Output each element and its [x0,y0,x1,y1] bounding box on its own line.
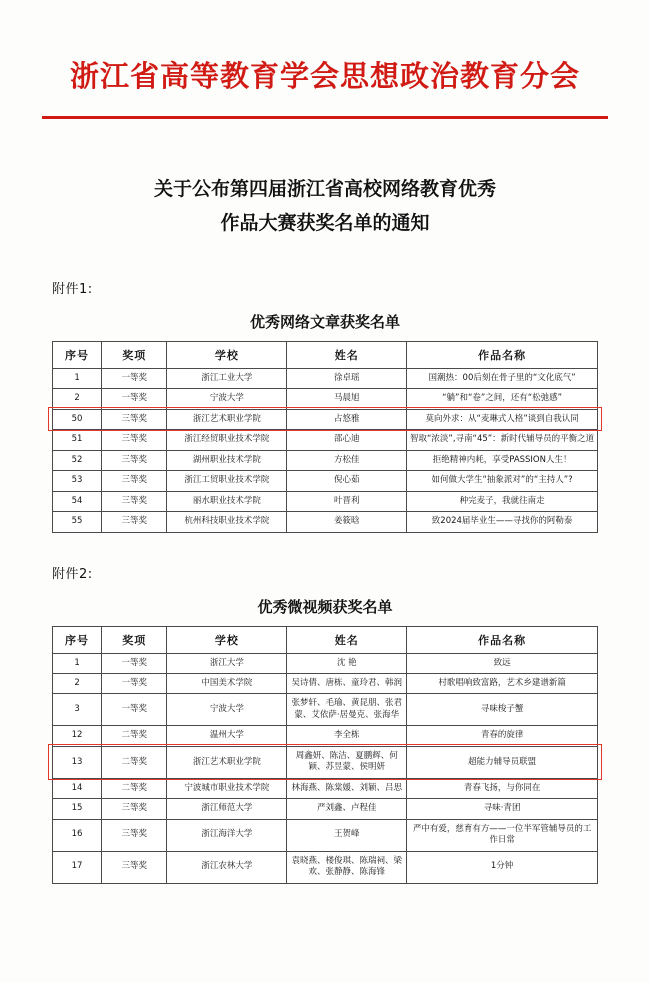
cell-award: 三等奖 [102,450,167,470]
cell-work: 青春的旋律 [407,726,598,746]
cell-name: 张梦轩、毛瑜、黄昆朋、张君蒙、艾依萨·居曼克、张海华 [287,694,407,726]
attachment-1-section [0,278,650,533]
cell-school: 温州大学 [167,726,287,746]
cell-work: “躺”和“卷”之间，还有“松弛感” [407,389,598,409]
table-row [53,746,598,778]
table-row [53,491,598,511]
cell-name: 徐卓瑶 [287,368,407,388]
attachment-2-label: 附件2: [52,566,93,582]
masthead [0,0,650,119]
cell-award: 一等奖 [102,368,167,388]
cell-index: 12 [53,726,102,746]
cell-index: 2 [53,389,102,409]
cell-index: 53 [53,471,102,491]
cell-work: 如何做大学生“抽象派对”的“主持人”? [407,471,598,491]
column-header-index: 序号 [53,341,102,368]
cell-name: 占悠雅 [287,409,407,429]
cell-index: 15 [53,799,102,819]
table-row [53,653,598,673]
cell-work: 超能力辅导员联盟 [407,746,598,778]
cell-award: 一等奖 [102,653,167,673]
table-row [53,799,598,819]
table-row [53,450,598,470]
cell-name: 严刘鑫、卢程佳 [287,799,407,819]
cell-index: 14 [53,778,102,798]
cell-index: 2 [53,673,102,693]
cell-award: 一等奖 [102,389,167,409]
cell-school: 浙江工业大学 [167,368,287,388]
attachment-1-table-body [53,368,598,532]
cell-award: 三等奖 [102,819,167,851]
column-header-work: 作品名称 [407,626,598,653]
page-title-line-2: 作品大赛获奖名单的通知 [220,211,430,234]
table-row [53,471,598,491]
cell-work: 1分钟 [407,851,598,883]
cell-index: 55 [53,512,102,532]
attachment-1-table [52,341,598,533]
table-row [53,430,598,450]
cell-name: 马晨旭 [287,389,407,409]
table-row [53,694,598,726]
column-header-index: 序号 [53,626,102,653]
table-row [53,389,598,409]
attachment-2-caption: 优秀微视频获奖名单 [257,597,393,616]
cell-school: 浙江工贸职业技术学院 [167,471,287,491]
cell-school: 宁波城市职业技术学院 [167,778,287,798]
table-header-row [53,626,598,653]
cell-work: 拒绝精神内耗，享受PASSION人生！ [407,450,598,470]
column-header-school: 学校 [167,626,287,653]
cell-school: 宁波大学 [167,694,287,726]
table-header-row [53,341,598,368]
table-row [53,673,598,693]
cell-name: 王贺峰 [287,819,407,851]
cell-index: 1 [53,653,102,673]
cell-work: 国潮热：00后刻在骨子里的“文化底气” [407,368,598,388]
attachment-2-table [52,626,598,884]
cell-school: 浙江海洋大学 [167,819,287,851]
cell-name: 袁晓燕、楼俊琪、陈瑞祠、梁欢、张静静、陈海锋 [287,851,407,883]
cell-index: 1 [53,368,102,388]
cell-award: 三等奖 [102,471,167,491]
cell-name: 倪心茹 [287,471,407,491]
masthead-divider [42,116,608,119]
page-title-line-1: 关于公布第四届浙江省高校网络教育优秀 [153,178,496,201]
cell-school: 杭州科技职业技术学院 [167,512,287,532]
cell-school: 浙江经贸职业技术学院 [167,430,287,450]
cell-name: 方松佳 [287,450,407,470]
cell-school: 浙江农林大学 [167,851,287,883]
table-row [53,368,598,388]
table-row [53,819,598,851]
cell-work: 种完麦子，我就往南走 [407,491,598,511]
cell-name: 李全栋 [287,726,407,746]
cell-school: 湖州职业技术学院 [167,450,287,470]
cell-school: 浙江师范大学 [167,799,287,819]
cell-work: 智取“浓淡”,寻南“45”：新时代辅导员的平衡之道 [407,430,598,450]
cell-award: 一等奖 [102,673,167,693]
cell-award: 二等奖 [102,726,167,746]
cell-index: 3 [53,694,102,726]
cell-award: 二等奖 [102,778,167,798]
cell-work: 寻味·青团 [407,799,598,819]
table-row [53,778,598,798]
column-header-school: 学校 [167,341,287,368]
page-title [0,173,650,240]
cell-award: 三等奖 [102,512,167,532]
cell-award: 三等奖 [102,430,167,450]
cell-school: 中国美术学院 [167,673,287,693]
cell-award: 三等奖 [102,799,167,819]
cell-index: 17 [53,851,102,883]
cell-index: 50 [53,409,102,429]
attachment-2-table-body [53,653,598,883]
column-header-award: 奖项 [102,341,167,368]
cell-school: 浙江艺术职业学院 [167,746,287,778]
attachment-1-caption: 优秀网络文章获奖名单 [249,312,400,331]
attachment-1-table-wrap [52,341,598,533]
cell-work: 青春飞扬，与你同在 [407,778,598,798]
column-header-name: 姓名 [287,341,407,368]
cell-name: 叶晋利 [287,491,407,511]
table-row [53,512,598,532]
column-header-name: 姓名 [287,626,407,653]
cell-school: 宁波大学 [167,389,287,409]
cell-name: 林海燕、陈棠媛、刘颖、吕思 [287,778,407,798]
cell-award: 二等奖 [102,746,167,778]
cell-school: 丽水职业技术学院 [167,491,287,511]
cell-name: 姜筱晗 [287,512,407,532]
cell-work: 莫向外求：从“麦琳式人格”谈到自我认同 [407,409,598,429]
cell-school: 浙江大学 [167,653,287,673]
table-row [53,726,598,746]
column-header-work: 作品名称 [407,341,598,368]
cell-award: 三等奖 [102,409,167,429]
cell-index: 51 [53,430,102,450]
table-row [53,851,598,883]
cell-name: 沈 艳 [287,653,407,673]
cell-index: 13 [53,746,102,778]
table-row [53,409,598,429]
cell-award: 三等奖 [102,851,167,883]
cell-work: 寻味梭子蟹 [407,694,598,726]
cell-school: 浙江艺术职业学院 [167,409,287,429]
cell-index: 54 [53,491,102,511]
cell-award: 三等奖 [102,491,167,511]
attachment-2-table-wrap [52,626,598,884]
cell-name: 周鑫妍、陈洁、夏鹏辉、何颖、苏昱蒙、侯明妍 [287,746,407,778]
organization-title: 浙江省高等教育学会思想政治教育分会 [69,59,580,93]
cell-name: 吴诗倩、唐栋、童玲君、韩润 [287,673,407,693]
cell-work: 致2024届毕业生——寻找你的阿勒泰 [407,512,598,532]
cell-index: 52 [53,450,102,470]
attachment-1-label: 附件1: [52,281,93,297]
cell-award: 一等奖 [102,694,167,726]
cell-work: 致远 [407,653,598,673]
cell-work: 村歌唱响致富路，艺术乡建谱新篇 [407,673,598,693]
column-header-award: 奖项 [102,626,167,653]
cell-name: 邵心迪 [287,430,407,450]
cell-index: 16 [53,819,102,851]
cell-work: 严中有爱，慈育有方——一位半军管辅导员的工作日常 [407,819,598,851]
attachment-2-section [0,563,650,884]
